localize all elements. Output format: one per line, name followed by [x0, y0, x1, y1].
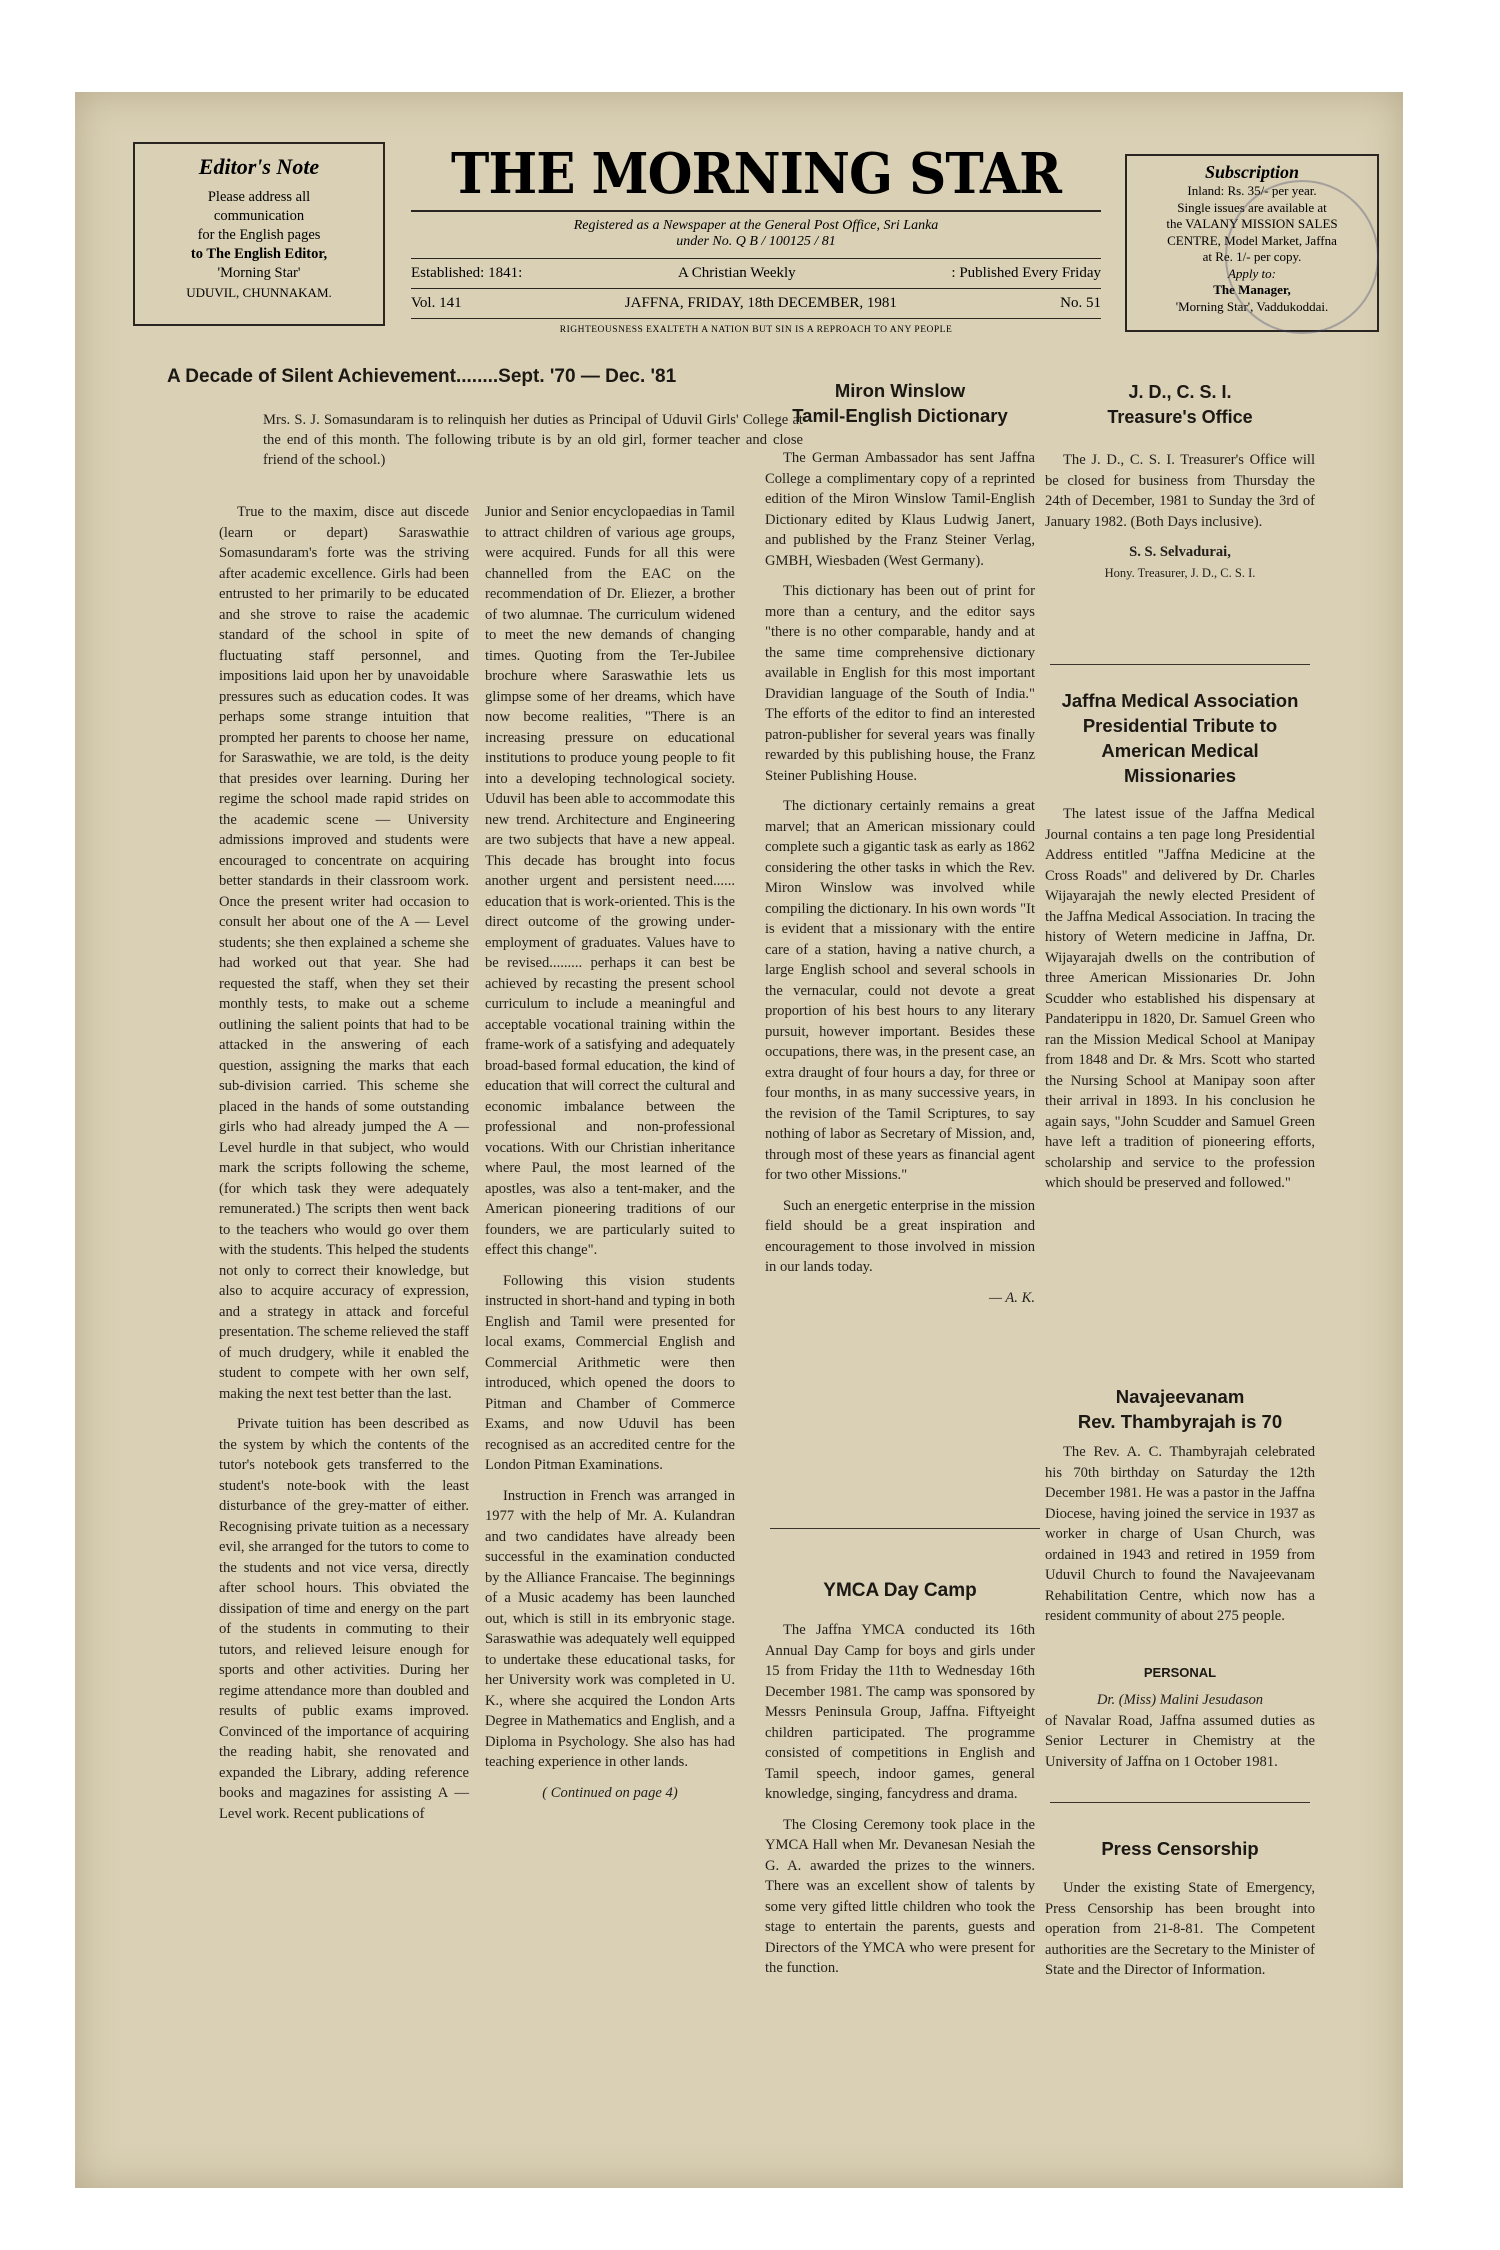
- intro-paragraph: Mrs. S. J. Somasundaram is to relinquish her duties as Principal of Uduvil Girls' College at the end of this month. The following tribute is by an old girl, former teacher and close friend of the school.): [263, 412, 803, 468]
- heading-line: Miron Winslow: [834, 380, 966, 401]
- heading-line: J. D., C. S. I.: [1128, 382, 1232, 402]
- article-heading: PERSONAL: [1143, 1665, 1217, 1680]
- subscription-line: at Re. 1/- per copy.: [1202, 249, 1302, 264]
- heading-line: American Medical: [1101, 740, 1259, 761]
- newspaper-page: [75, 92, 1403, 2188]
- article-heading: A Decade of Silent Achievement........Sept. '70 — Dec. '81: [167, 366, 677, 387]
- editor-note-line: for the English pages: [197, 227, 321, 243]
- registration-number: under No. Q B / 100125 / 81: [676, 234, 836, 249]
- masthead-title: THE MORNING STAR: [451, 141, 1061, 207]
- column-4-personal: [1045, 1690, 1315, 1782]
- published-label: : Published Every Friday: [951, 265, 1101, 281]
- paragraph: Instruction in French was arranged in 1977 with the help of Mr. A. Kulandran and two candidates have already been successful in the examination conducted by the Alliance Francaise. The beginnings of a Music academy has been launched out, which is still in its embryonic stage. Saraswathie was adequately well equipped to undertake these educational tasks, for her University work was completed in U. K., where she acquired the London Arts Degree in Mathematics and English, and a Diploma in Psychology. She also has had teaching experience in other lands.: [485, 1487, 735, 1770]
- continued-note: ( Continued on page 4): [542, 1784, 678, 1801]
- library-stamp: [1225, 180, 1379, 334]
- paragraph: The latest issue of the Jaffna Medical Journal contains a ten page long Presidential Address entitled "Jaffna Medicine at the Cross Roads" and delivered by Dr. Charles Wijayarajah the newly elected President of the Jaffna Medical Association. In tracing the history of Wetern medicine in Jaffna, Dr. Wijayarajah dwells on the contribution of three American Missionaries Dr. John Scudder who established his dispensary at Pandaterippu in 1820, Dr. Samuel Green who ran the Mission Medical School at Manipay from 1848 and Dr. & Mrs. Scott who started the Nursing School at Manipay soon after their arrival in 1893. In his conclusion he again says, "John Scudder and Samuel Green have left a tradition of pioneering efforts, scholarship and service to the profession which should be preserved and followed.": [1045, 806, 1315, 1191]
- paragraph: Such an energetic enterprise in the mission field should be a great inspiration and encouragement to those involved in mission in our lands today.: [765, 1197, 1035, 1275]
- masthead: [411, 142, 1101, 335]
- paragraph: True to the maxim, disce aut discede (learn or depart) Saraswathie Somasundaram's forte was the striving after academic excellence. Girls had been entrusted to her primarily to be educated and she strove to raise the academic standard of the school in spite of fluctuating staff personnel, and impositions laid upon her by unavoidable pressures such as education codes. It was perhaps some strange intuition that prompted her parents to choose her name, for Saraswathie, we are told, is the deity that presides over learning. During her regime the school made rapid strides on the academic scene — University admissions improved and students were encouraged to concentrate on acquiring better standards in their classroom work. Once the present writer had occasion to consult her about one of the A — Level students; she then explained a scheme she had worked out that year. She had requested the staff, when they set their monthly tests, to make out a scheme outlining the salient points that had to be attacked in the answering of each question, assigning the marks that each sub-division carried. This scheme she placed in the hands of some outstanding girls who had already jumped the A — Level hurdle in that subject, who would mark the scripts following the scheme, (for which task they were adequately remunerated.) The scripts then went back to the teachers who would go over them with the students. This helped the students not only to correct their knowledge, but also to acquire accuracy of expression, and a strategy in attack and forceful presentation. The scheme relieved the staff of much drudgery, while it enabled the student to compete with her own self, making the next test better than the last.: [219, 504, 469, 1402]
- divider: [1050, 664, 1310, 665]
- paragraph: Under the existing State of Emergency, Press Censorship has been brought into operation from 21-8-81. The Competent authorities are the Secretary to the Minister of State and the Director of Information.: [1045, 1880, 1315, 1978]
- registration-line: Registered as a Newspaper at the General Post Office, Sri Lanka: [573, 218, 939, 233]
- editor-note-line: UDUVIL, CHUNNAKAM.: [186, 285, 332, 300]
- weekly-label: A Christian Weekly: [678, 265, 796, 281]
- heading-line: Rev. Thambyrajah is 70: [1077, 1411, 1283, 1432]
- article-heading: [765, 378, 1035, 428]
- heading-line: Missionaries: [1123, 765, 1237, 786]
- column-2: [485, 502, 735, 1803]
- article-heading: YMCA Day Camp: [823, 1580, 977, 1601]
- heading-line: Jaffna Medical Association: [1061, 690, 1299, 711]
- paragraph: Private tuition has been described as the system by which the contents of the tutor's notebook gets transferred to the student's note-book with the least disturbance of the grey-matter of either. Recognising private tuition as a necessary evil, she arranged for the tutors to come to the students and not vice versa, directly after school hours. This obviated the dissipation of time and energy on the part of the students in commuting to their tutors, and relieved leisure enough for sports and other activities. During her regime attendance more than doubled and results of public exams improved. Convinced of the importance of acquiring the reading habit, she renovated and expanded the Library, adding reference books and magazines for assisting A — Level work. Recent publications of: [219, 1416, 469, 1822]
- subscription-line: the VALANY MISSION SALES: [1166, 216, 1338, 231]
- issue-number: No. 51: [1060, 295, 1101, 311]
- column-4-censorship: [1045, 1878, 1315, 1991]
- column-4-navajeevanam: [1045, 1442, 1315, 1637]
- paragraph: The Jaffna YMCA conducted its 16th Annual Day Camp for boys and girls under 15 from Friday the 11th to Wednesday 16th December 1981. The camp was sponsored by Messrs Peninsula Group, Jaffna. Fiftyeight children participated. The programme consisted of competitions in English and Tamil speech, indoor games, general knowledge, singing, fancydress and drama.: [765, 1622, 1035, 1802]
- paragraph: This dictionary has been out of print for more than a century, and the editor says "there is no other comparable, handy and at the same time comprehensive dictionary available in English for this most important Dravidian language of the South of India." The efforts of the editor to find an interested patron-publisher for several years was finally rewarded by this publishing house, the Franz Steiner Publishing House.: [765, 583, 1035, 784]
- subscription-line: Inland: Rs. 35/- per year.: [1187, 183, 1317, 198]
- subscription-line: CENTRE, Model Market, Jaffna: [1167, 232, 1337, 248]
- divider: [770, 1528, 1040, 1529]
- column-4-treasurer: [1045, 450, 1315, 583]
- issue-date: JAFFNA, FRIDAY, 18th DECEMBER, 1981: [624, 295, 897, 311]
- heading-line: Tamil-English Dictionary: [792, 405, 1008, 426]
- article-intro: [263, 410, 803, 480]
- motto: RIGHTEOUSNESS EXALTETH A NATION BUT SIN IS A REPROACH TO ANY PEOPLE: [559, 325, 953, 335]
- paragraph: of Navalar Road, Jaffna assumed duties as Senior Lecturer in Chemistry at the University of Jaffna on 1 October 1981.: [1045, 1712, 1315, 1770]
- heading-line: Treasure's Office: [1107, 407, 1253, 427]
- paragraph: The Closing Ceremony took place in the YMCA Hall when Mr. Devanesan Nesiah the G. A. awarded the prizes to the winners. There was an excellent show of talents by some very gifted little children who took the stage to entertain the parents, guests and Directors of the YMCA who were present for the function.: [765, 1816, 1035, 1976]
- subscription-line: 'Morning Star', Vaddukoddai.: [1175, 298, 1329, 314]
- paragraph: The J. D., C. S. I. Treasurer's Office will be closed for business from Thursday the 24th of December, 1981 to Sunday the 3rd of January 1982. (Both Days inclusive).: [1045, 452, 1315, 530]
- paragraph: The German Ambassador has sent Jaffna College a complimentary copy of a reprinted edition of the Miron Winslow Tamil-English Dictionary edited by Klaus Ludwig Janert, and published by the Franz Steiner Verlag, GMBH, Wiesbaden (West Germany).: [765, 450, 1035, 569]
- subscription-line: Apply to:: [1227, 265, 1276, 281]
- editor-note-line: Please address all: [207, 189, 311, 205]
- subscription-line: The Manager,: [1213, 282, 1291, 297]
- signature: S. S. Selvadurai,: [1129, 544, 1231, 560]
- editor-note-line: to The English Editor,: [190, 246, 328, 262]
- volume: Vol. 141: [411, 295, 462, 311]
- person-name: Dr. (Miss) Malini Jesudason: [1096, 1692, 1264, 1708]
- column-3-dictionary: [765, 448, 1035, 1308]
- editor-note-title: Editor's Note: [198, 154, 320, 179]
- established: Established: 1841:: [411, 265, 523, 281]
- article-heading: Press Censorship: [1101, 1838, 1259, 1859]
- column-4-medical: [1045, 804, 1315, 1204]
- signature-title: Hony. Treasurer, J. D., C. S. I.: [1104, 565, 1256, 580]
- editor-note-line: 'Morning Star': [217, 265, 301, 281]
- editor-note-line: communication: [213, 208, 305, 224]
- subscription-line: Single issues are available at: [1177, 199, 1327, 215]
- column-3-ymca: [765, 1620, 1035, 1989]
- paragraph: Following this vision students instructed in short-hand and typing in both English and Tamil were presented for local exams, Commercial English and Commercial Arithmetic were then introduced, which opened the doors to Pitman and Chamber of Commerce Exams, and now Uduvil has been recognised as an accredited centre for the London Pitman Examinations.: [485, 1272, 735, 1473]
- subscription-title: Subscription: [1204, 162, 1300, 182]
- column-1: [219, 502, 469, 1834]
- heading-line: Navajeevanam: [1115, 1386, 1245, 1407]
- paragraph: The Rev. A. C. Thambyrajah celebrated his 70th birthday on Saturday the 12th December 1981. He was a pastor in the Jaffna Diocese, having joined the service in 1937 as worker in charge of Usan Church, was ordained in 1943 and retired in 1959 from Uduvil Church to found the Navajeevanam Rehabilitation Centre, which now has a resident community of about 275 people.: [1045, 1444, 1315, 1624]
- paragraph: Junior and Senior encyclopaedias in Tamil to attract children of various age groups, were acquired. Funds for all this were channelled from the EAC on the recommendation of Dr. Eliezer, a brother of two alumnae. The curriculum widened to meet the new demands of changing times. Quoting from the Ter-Jubilee brochure where Saraswathie lets us glimpse some of her dreams, which have now become realities, "There is an increasing pressure on educational institutions to produce young people to fit into a developing technological society. Uduvil has been able to accommodate this new trend. Architecture and Engineering are two subjects that have a new appeal. This decade has brought into focus another urgent and persistent need...... education that is work-oriented. This is the direct outcome of the growing under-employment of graduates. Values have to be revised......... perhaps it can best be achieved by recasting the present school curriculum to include a meaningful and acceptable vocational training within the frame-work of a satisfying and adequately broad-based formal education, the kind of education that will correct the cultural and economic imbalance between the professional and non-professional vocations. With our Christian inheritance where Paul, the most learned of the apostles, was also a tent-maker, and the American pioneering traditions of our founders, we are particularly suited to effect this change".: [485, 504, 735, 1258]
- paragraph: The dictionary certainly remains a great marvel; that an American missionary could complete such a gigantic task as early as 1862 considering the other tasks in which the Rev. Miron Winslow was involved while compiling the dictionary. In his own words "It is evident that a missionary with the entire care of a station, having a native church, a large English school and several schools in the vernacular, could not devote a great proportion of his best hours to any literary pursuit, however important. Besides these occupations, there was, in the present case, an extra draught of four hours a day, for three or four months, in as many successive years, in the revision of the Tamil Scriptures, to say nothing of labor as Secretary of Mission, and, through most of these years as financial agent for two other Missions.": [765, 798, 1035, 1183]
- editor-note-box: [133, 142, 385, 326]
- article-heading: [1045, 688, 1315, 788]
- article-heading: [1045, 380, 1315, 430]
- heading-line: Presidential Tribute to: [1082, 715, 1278, 736]
- article-heading: [1045, 1384, 1315, 1434]
- divider: [1050, 1802, 1310, 1803]
- signature: — A. K.: [989, 1289, 1035, 1306]
